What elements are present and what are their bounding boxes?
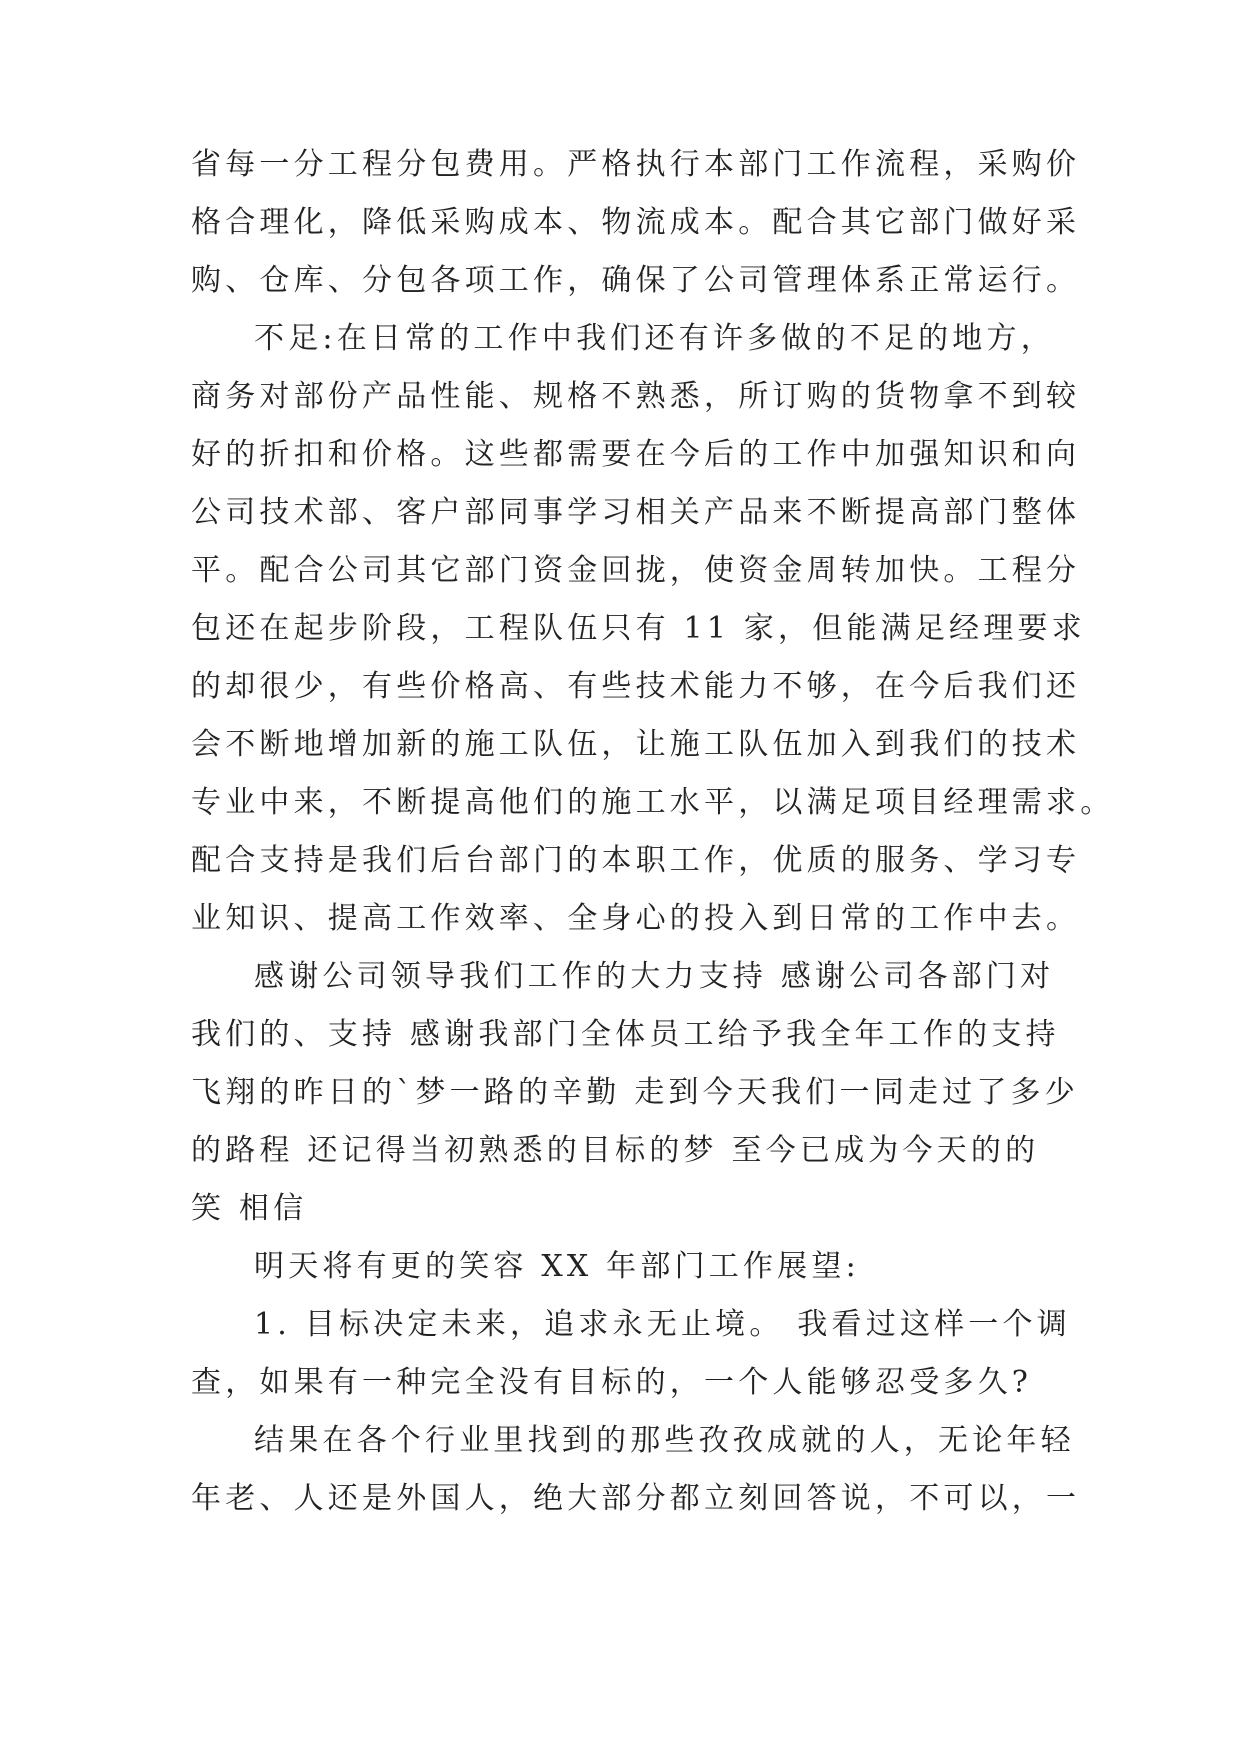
text-line: 平。配合公司其它部门资金回拢，使资金周转加快。工程分 <box>191 553 1081 588</box>
text-line: 的路程 还记得当初熟悉的目标的梦 至今已成为今天的的 <box>191 1133 1040 1168</box>
text-line: 格合理化，降低采购成本、物流成本。配合其它部门做好采 <box>191 205 1081 240</box>
text-line: 年老、人还是外国人，绝大部分都立刻回答说，不可以，一 <box>191 1481 1081 1516</box>
text-line: 配合支持是我们后台部门的本职工作，优质的服务、学习专 <box>191 843 1081 878</box>
text-line: 查，如果有一种完全没有目标的，一个人能够忍受多久? <box>191 1365 1033 1400</box>
paragraph-start-line: 结果在各个行业里找到的那些孜孜成就的人，无论年轻 <box>254 1423 1075 1458</box>
text-line: 公司技术部、客户部同事学习相关产品来不断提高部门整体 <box>191 495 1081 530</box>
text-line: 包还在起步阶段，工程队伍只有 11 家，但能满足经理要求 <box>191 611 1086 646</box>
paragraph-start-line: 感谢公司领导我们工作的大力支持 感谢公司各部门对 <box>254 959 1055 994</box>
text-line: 飞翔的昨日的`梦一路的辛勤 走到今天我们一同走过了多少 <box>191 1075 1079 1110</box>
paragraph-start-line: 1. 目标决定未来，追求永无止境。 我看过这样一个调 <box>254 1307 1071 1342</box>
text-line: 的却很少，有些价格高、有些技术能力不够，在今后我们还 <box>191 669 1081 704</box>
text-line: 好的折扣和价格。这些都需要在今后的工作中加强知识和向 <box>191 437 1081 472</box>
text-line: 省每一分工程分包费用。严格执行本部门工作流程，采购价 <box>191 147 1081 182</box>
paragraph-start-line: 不足:在日常的工作中我们还有许多做的不足的地方， <box>254 321 1055 356</box>
text-line: 笑 相信 <box>191 1191 308 1226</box>
paragraph-start-line: 明天将有更的笑容 XX 年部门工作展望: <box>254 1249 860 1284</box>
text-line: 商务对部份产品性能、规格不熟悉，所订购的货物拿不到较 <box>191 379 1081 414</box>
text-line: 业知识、提高工作效率、全身心的投入到日常的工作中去。 <box>191 901 1081 936</box>
text-line: 会不断地增加新的施工队伍，让施工队伍加入到我们的技术 <box>191 727 1081 762</box>
text-line: 专业中来，不断提高他们的施工水平，以满足项目经理需求。 <box>191 785 1115 820</box>
text-line: 我们的、支持 感谢我部门全体员工给予我全年工作的支持 <box>191 1017 1060 1052</box>
text-line: 购、仓库、分包各项工作，确保了公司管理体系正常运行。 <box>191 263 1081 298</box>
